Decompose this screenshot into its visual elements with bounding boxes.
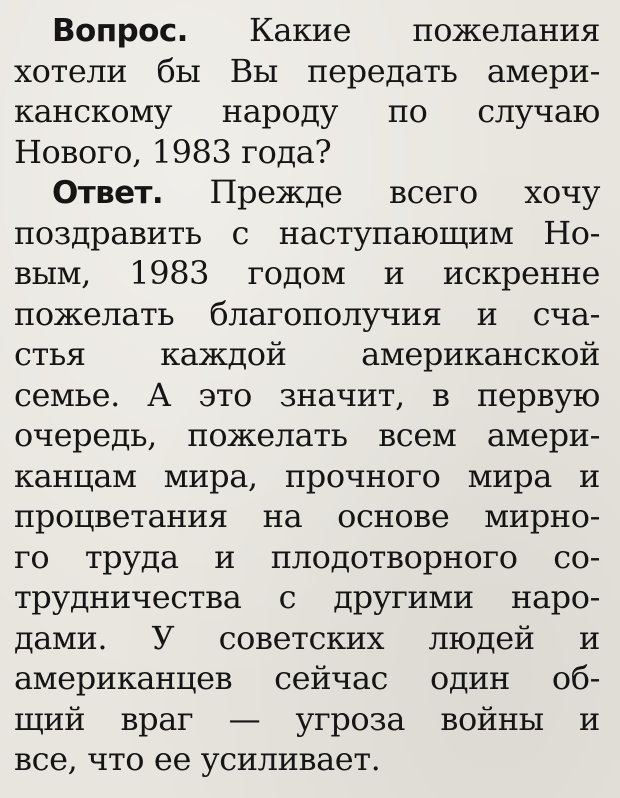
answer-line-11: трудничества с другими наро-	[14, 578, 600, 616]
answer-line-9: процветания на основе мирно-	[14, 497, 600, 535]
answer-line-12: дами. У советских людей и	[14, 618, 600, 657]
answer-line-8: канцам мира, прочного мира и	[14, 456, 600, 495]
answer-line-4: пожелать благополучия и сча-	[14, 294, 600, 333]
answer-line-5: стья каждой американской	[14, 335, 600, 373]
answer-line-7: очередь, пожелать всем амери-	[14, 416, 600, 454]
answer-line-1-text: Прежде всего хочу	[209, 173, 601, 211]
answer-paragraph	[14, 172, 600, 780]
question-line-1	[14, 10, 600, 51]
question-line-4: Нового, 1983 года?	[14, 132, 332, 171]
answer-line-2: поздравить с наступающим Но-	[14, 213, 600, 252]
article-body	[14, 10, 600, 780]
answer-line-15: все, что ее усиливает.	[14, 740, 381, 778]
answer-lead: Ответ.	[52, 175, 164, 211]
question-line-3: канскому народу по случаю	[14, 92, 600, 130]
question-line-1-text: Какие пожелания	[249, 11, 600, 49]
answer-line-14: щий враг — угроза войны и	[14, 699, 600, 738]
answer-line-10: го труда и плодотворного со-	[14, 537, 600, 576]
answer-line-1	[14, 172, 600, 213]
question-line-2: хотели бы Вы передать амери-	[14, 51, 600, 90]
question-paragraph	[14, 10, 600, 172]
answer-line-3: вым, 1983 годом и искренне	[14, 254, 600, 292]
answer-line-13: американцев сейчас один об-	[14, 659, 600, 697]
question-lead: Вопрос.	[52, 13, 188, 49]
answer-line-6: семье. А это значит, в первую	[14, 375, 600, 414]
